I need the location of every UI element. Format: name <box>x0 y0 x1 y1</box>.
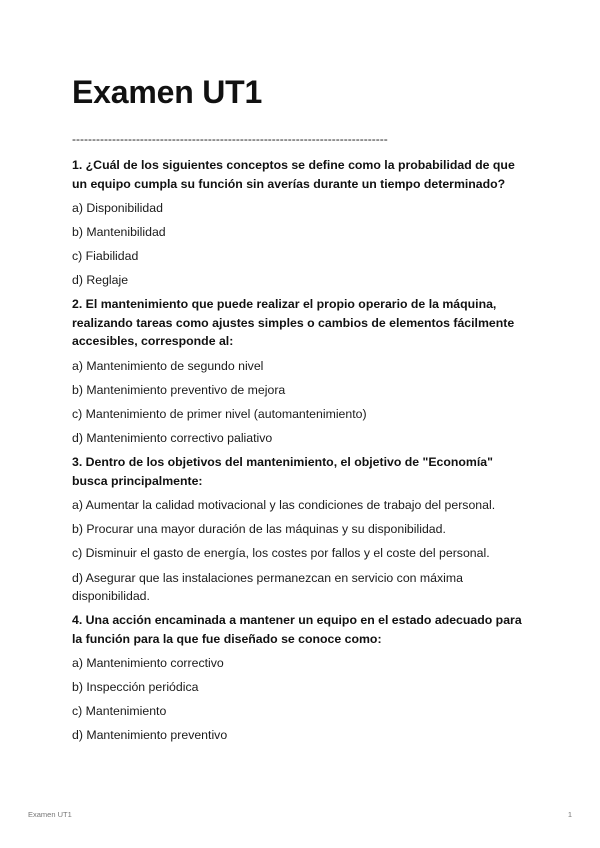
divider-line: ------------------------------------------------------------------------------- <box>72 132 388 146</box>
option-c: c) Mantenimiento <box>72 704 167 719</box>
option-a: a) Aumentar la calidad motivacional y las condiciones de trabajo del personal. <box>72 498 496 513</box>
question-text: 3. Dentro de los objetivos del mantenimiento, el objetivo de "Economía" busca principalmente: <box>72 455 493 488</box>
option-a: a) Mantenimiento correctivo <box>72 656 224 671</box>
option-b: b) Mantenibilidad <box>72 225 166 240</box>
question-list <box>72 156 528 751</box>
option-a: a) Disponibilidad <box>72 201 163 215</box>
page-title: Examen UT1 <box>72 74 263 110</box>
footer-title: Examen UT1 <box>28 810 72 819</box>
question-text: 1. ¿Cuál de los siguientes conceptos se define como la probabilidad de que un equipo cumpla su función sin averías durante un tiempo determinado? <box>72 158 515 191</box>
option-a: a) Mantenimiento de segundo nivel <box>72 358 264 373</box>
option-d: d) Mantenimiento preventivo <box>72 728 228 743</box>
page-number: 1 <box>567 810 572 819</box>
option-d: d) Reglaje <box>72 273 129 288</box>
option-b: b) Mantenimiento preventivo de mejora <box>72 382 286 397</box>
option-c: c) Disminuir el gasto de energía, los costes por fallos y el coste del personal. <box>72 546 490 561</box>
question-4 <box>72 611 528 745</box>
question-text: 4. Una acción encaminada a mantener un equipo en el estado adecuado para la función para la que fue diseñado se conoce como: <box>72 613 522 646</box>
question-2 <box>72 295 528 447</box>
option-b: b) Procurar una mayor duración de las máquinas y su disponibilidad. <box>72 522 446 537</box>
question-text: 2. El mantenimiento que puede realizar el propio operario de la máquina, realizando tareas como ajustes simples o cambios de elementos fácilmente accesibles, corresponde al: <box>72 297 515 349</box>
option-c: c) Fiabilidad <box>72 249 139 264</box>
option-b: b) Inspección periódica <box>72 680 199 695</box>
option-d: d) Asegurar que las instalaciones permanezcan en servicio con máxima disponibilidad. <box>72 570 463 604</box>
question-1 <box>72 156 528 290</box>
question-3 <box>72 453 528 605</box>
option-d: d) Mantenimiento correctivo paliativo <box>72 431 273 446</box>
option-c: c) Mantenimiento de primer nivel (automantenimiento) <box>72 407 367 422</box>
